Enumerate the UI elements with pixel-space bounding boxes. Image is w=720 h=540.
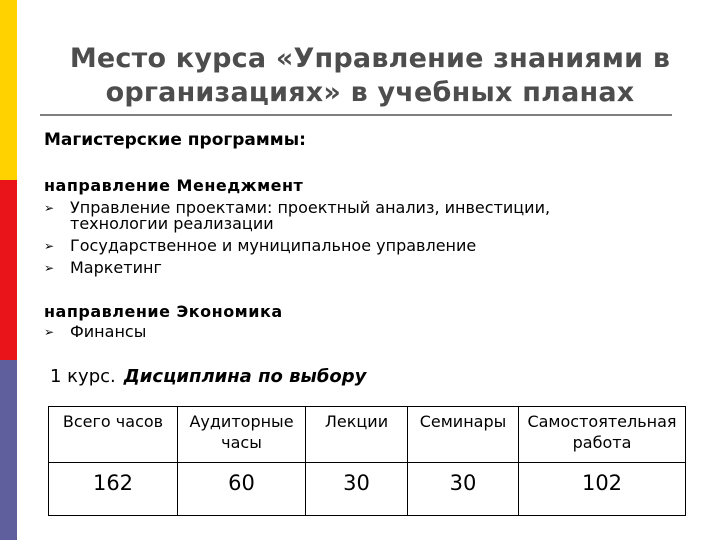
- discipline-label: Дисциплина по выбору: [123, 366, 367, 387]
- list-item-text: Государственное и муниципальное управление: [70, 236, 477, 255]
- list-item: [44, 200, 630, 232]
- table-header-cell: [519, 407, 686, 463]
- direction-management-label: направление Менеджмент: [44, 176, 304, 195]
- hours-table: [48, 406, 686, 516]
- title-divider: [40, 114, 672, 116]
- table-header-text: Самостоятельная: [527, 412, 677, 431]
- course-year-line: [50, 366, 366, 387]
- table-header-row: [49, 407, 686, 463]
- table-header-text: Семинары: [419, 412, 507, 431]
- table-row: [49, 463, 686, 516]
- slide-title: [40, 42, 700, 110]
- table-header-text: часы: [221, 433, 262, 452]
- list-item: [44, 324, 630, 340]
- table-header-cell: [178, 407, 306, 463]
- arrow-bullet-icon: ➢: [44, 325, 55, 339]
- list-item-text-line-1: Управление проектами: проектный анализ, инвестиции,: [70, 198, 551, 217]
- list-item-text-line-2: технологии реализации: [70, 214, 274, 233]
- table-header-cell: [49, 407, 178, 463]
- table-cell-seminars: 30: [408, 463, 519, 516]
- list-item-text: Финансы: [70, 322, 147, 341]
- list-item: [44, 260, 630, 276]
- slide-title-line-1: Место курса «Управление знаниями в: [69, 43, 671, 74]
- arrow-bullet-icon: ➢: [44, 201, 55, 215]
- accent-bar-yellow: [0, 0, 17, 180]
- accent-bar-purple: [0, 360, 17, 540]
- table-header-text: работа: [572, 433, 632, 452]
- arrow-bullet-icon: ➢: [44, 239, 55, 253]
- table-header-cell: [408, 407, 519, 463]
- table-cell-lectures: 30: [306, 463, 408, 516]
- accent-bar-red: [0, 180, 17, 360]
- year-label: 1 курс.: [50, 366, 116, 387]
- table-header-text: Всего часов: [62, 412, 164, 431]
- arrow-bullet-icon: ➢: [44, 261, 55, 275]
- table-cell-classroom-hours: 60: [178, 463, 306, 516]
- table-cell-total-hours: 162: [49, 463, 178, 516]
- slide-title-line-2: организациях» в учебных планах: [105, 77, 635, 108]
- table-header-text: Аудиторные: [189, 412, 294, 431]
- direction-economics-label: направление Экономика: [44, 302, 283, 321]
- table-header-cell: [306, 407, 408, 463]
- list-item-text: Маркетинг: [70, 258, 162, 277]
- list-item: [44, 238, 630, 254]
- table-cell-self-study: 102: [519, 463, 686, 516]
- table-header-text: Лекции: [324, 412, 389, 431]
- programs-heading: Магистерские программы:: [44, 130, 306, 150]
